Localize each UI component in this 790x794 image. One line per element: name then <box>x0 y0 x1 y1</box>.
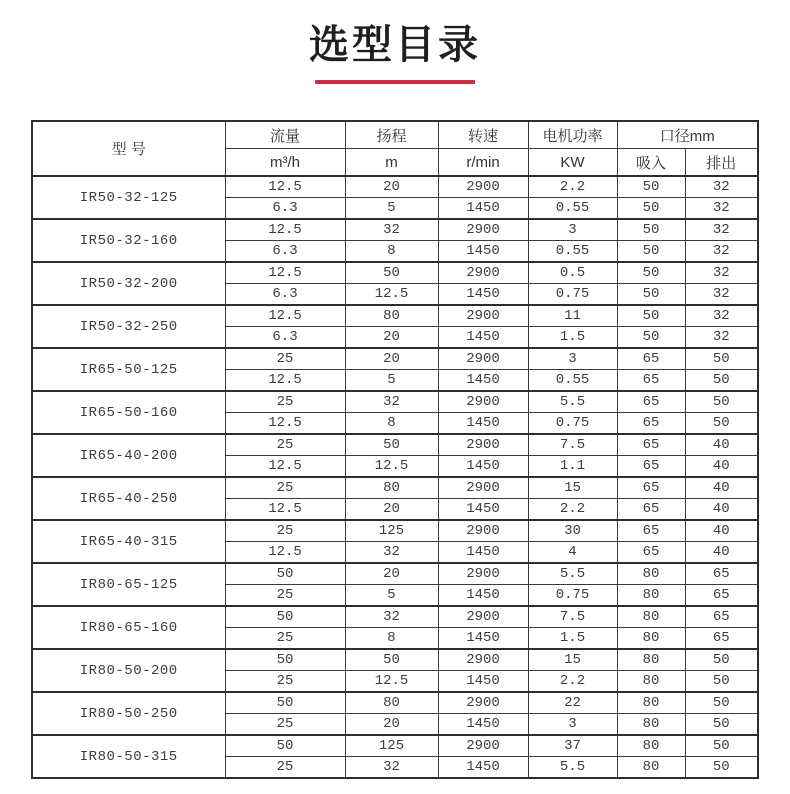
discharge-cell: 50 <box>685 735 758 757</box>
title-underline <box>315 80 475 84</box>
suction-cell: 50 <box>617 219 685 241</box>
discharge-cell: 40 <box>685 456 758 478</box>
column-header-discharge: 排出 <box>685 149 758 177</box>
head-cell: 32 <box>345 757 438 779</box>
head-cell: 20 <box>345 499 438 521</box>
spec-row <box>32 262 758 284</box>
suction-cell: 65 <box>617 348 685 370</box>
speed-cell: 1450 <box>438 370 528 392</box>
power-cell: 22 <box>528 692 617 714</box>
head-cell: 50 <box>345 434 438 456</box>
speed-cell: 2900 <box>438 520 528 542</box>
flow-cell: 12.5 <box>225 413 345 435</box>
speed-cell: 2900 <box>438 563 528 585</box>
head-cell: 12.5 <box>345 671 438 693</box>
discharge-cell: 65 <box>685 585 758 607</box>
speed-cell: 2900 <box>438 649 528 671</box>
table-header <box>32 121 758 176</box>
suction-cell: 80 <box>617 757 685 779</box>
model-cell: IR50-32-160 <box>32 219 225 262</box>
suction-cell: 80 <box>617 628 685 650</box>
suction-cell: 50 <box>617 198 685 220</box>
model-cell: IR80-50-315 <box>32 735 225 778</box>
spec-row <box>32 434 758 456</box>
discharge-cell: 32 <box>685 284 758 306</box>
suction-cell: 80 <box>617 649 685 671</box>
power-cell: 0.75 <box>528 413 617 435</box>
speed-cell: 2900 <box>438 262 528 284</box>
flow-cell: 25 <box>225 434 345 456</box>
suction-cell: 80 <box>617 735 685 757</box>
head-cell: 50 <box>345 649 438 671</box>
speed-cell: 2900 <box>438 606 528 628</box>
head-cell: 32 <box>345 391 438 413</box>
speed-cell: 1450 <box>438 327 528 349</box>
power-cell: 1.5 <box>528 628 617 650</box>
suction-cell: 80 <box>617 606 685 628</box>
speed-cell: 2900 <box>438 477 528 499</box>
suction-cell: 65 <box>617 370 685 392</box>
flow-cell: 25 <box>225 391 345 413</box>
discharge-cell: 40 <box>685 499 758 521</box>
pump-selection-table <box>31 120 759 779</box>
power-cell: 3 <box>528 219 617 241</box>
suction-cell: 65 <box>617 434 685 456</box>
speed-cell: 1450 <box>438 241 528 263</box>
column-header-head-unit: m <box>345 149 438 177</box>
power-cell: 7.5 <box>528 606 617 628</box>
power-cell: 15 <box>528 477 617 499</box>
flow-cell: 50 <box>225 735 345 757</box>
power-cell: 3 <box>528 714 617 736</box>
discharge-cell: 32 <box>685 176 758 198</box>
page-title: 选型目录 <box>309 23 481 67</box>
discharge-cell: 50 <box>685 391 758 413</box>
spec-row <box>32 348 758 370</box>
head-cell: 20 <box>345 563 438 585</box>
suction-cell: 80 <box>617 671 685 693</box>
power-cell: 37 <box>528 735 617 757</box>
power-cell: 7.5 <box>528 434 617 456</box>
head-cell: 20 <box>345 327 438 349</box>
head-cell: 8 <box>345 628 438 650</box>
speed-cell: 1450 <box>438 542 528 564</box>
head-cell: 8 <box>345 413 438 435</box>
discharge-cell: 50 <box>685 692 758 714</box>
head-cell: 5 <box>345 198 438 220</box>
model-cell: IR50-32-200 <box>32 262 225 305</box>
spec-row <box>32 176 758 198</box>
head-cell: 5 <box>345 585 438 607</box>
head-cell: 80 <box>345 692 438 714</box>
discharge-cell: 50 <box>685 348 758 370</box>
spec-row <box>32 735 758 757</box>
flow-cell: 50 <box>225 692 345 714</box>
power-cell: 15 <box>528 649 617 671</box>
head-cell: 32 <box>345 542 438 564</box>
power-cell: 1.1 <box>528 456 617 478</box>
speed-cell: 2900 <box>438 305 528 327</box>
power-cell: 2.2 <box>528 499 617 521</box>
spec-row <box>32 477 758 499</box>
power-cell: 0.55 <box>528 241 617 263</box>
table-body <box>32 176 758 778</box>
spec-row <box>32 649 758 671</box>
flow-cell: 6.3 <box>225 284 345 306</box>
discharge-cell: 32 <box>685 198 758 220</box>
model-cell: IR65-40-200 <box>32 434 225 477</box>
discharge-cell: 40 <box>685 542 758 564</box>
discharge-cell: 50 <box>685 714 758 736</box>
power-cell: 5.5 <box>528 391 617 413</box>
discharge-cell: 65 <box>685 563 758 585</box>
column-header-speed: 转速 <box>438 121 528 149</box>
model-cell: IR65-50-160 <box>32 391 225 434</box>
flow-cell: 25 <box>225 671 345 693</box>
model-cell: IR65-40-315 <box>32 520 225 563</box>
power-cell: 0.5 <box>528 262 617 284</box>
power-cell: 0.55 <box>528 198 617 220</box>
spec-row <box>32 391 758 413</box>
column-header-power: 电机功率 <box>528 121 617 149</box>
suction-cell: 80 <box>617 692 685 714</box>
suction-cell: 65 <box>617 542 685 564</box>
head-cell: 80 <box>345 477 438 499</box>
suction-cell: 65 <box>617 520 685 542</box>
flow-cell: 12.5 <box>225 542 345 564</box>
discharge-cell: 40 <box>685 520 758 542</box>
model-cell: IR50-32-125 <box>32 176 225 219</box>
spec-row <box>32 563 758 585</box>
spec-row <box>32 305 758 327</box>
discharge-cell: 65 <box>685 606 758 628</box>
suction-cell: 80 <box>617 585 685 607</box>
suction-cell: 50 <box>617 262 685 284</box>
flow-cell: 12.5 <box>225 262 345 284</box>
speed-cell: 2900 <box>438 176 528 198</box>
flow-cell: 25 <box>225 348 345 370</box>
discharge-cell: 40 <box>685 434 758 456</box>
discharge-cell: 32 <box>685 241 758 263</box>
spec-row <box>32 692 758 714</box>
flow-cell: 6.3 <box>225 198 345 220</box>
model-cell: IR65-50-125 <box>32 348 225 391</box>
header-row-labels <box>32 121 758 149</box>
model-cell: IR80-65-160 <box>32 606 225 649</box>
column-header-head: 扬程 <box>345 121 438 149</box>
power-cell: 2.2 <box>528 176 617 198</box>
power-cell: 5.5 <box>528 563 617 585</box>
speed-cell: 1450 <box>438 714 528 736</box>
speed-cell: 1450 <box>438 413 528 435</box>
discharge-cell: 50 <box>685 757 758 779</box>
power-cell: 4 <box>528 542 617 564</box>
speed-cell: 1450 <box>438 456 528 478</box>
speed-cell: 2900 <box>438 348 528 370</box>
speed-cell: 1450 <box>438 284 528 306</box>
speed-cell: 2900 <box>438 391 528 413</box>
discharge-cell: 32 <box>685 305 758 327</box>
column-header-model: 型 号 <box>32 121 225 176</box>
speed-cell: 1450 <box>438 757 528 779</box>
suction-cell: 50 <box>617 327 685 349</box>
flow-cell: 12.5 <box>225 499 345 521</box>
head-cell: 125 <box>345 520 438 542</box>
model-cell: IR80-50-250 <box>32 692 225 735</box>
model-cell: IR50-32-250 <box>32 305 225 348</box>
flow-cell: 12.5 <box>225 305 345 327</box>
model-cell: IR80-65-125 <box>32 563 225 606</box>
power-cell: 30 <box>528 520 617 542</box>
model-cell: IR65-40-250 <box>32 477 225 520</box>
flow-cell: 50 <box>225 563 345 585</box>
flow-cell: 25 <box>225 757 345 779</box>
speed-cell: 2900 <box>438 692 528 714</box>
column-header-suction: 吸入 <box>617 149 685 177</box>
head-cell: 32 <box>345 219 438 241</box>
power-cell: 1.5 <box>528 327 617 349</box>
column-header-speed-unit: r/min <box>438 149 528 177</box>
column-header-diameter: 口径mm <box>617 121 758 149</box>
flow-cell: 6.3 <box>225 241 345 263</box>
flow-cell: 50 <box>225 649 345 671</box>
speed-cell: 2900 <box>438 434 528 456</box>
speed-cell: 1450 <box>438 628 528 650</box>
column-header-flow: 流量 <box>225 121 345 149</box>
column-header-power-unit: KW <box>528 149 617 177</box>
power-cell: 0.55 <box>528 370 617 392</box>
flow-cell: 50 <box>225 606 345 628</box>
head-cell: 32 <box>345 606 438 628</box>
head-cell: 12.5 <box>345 456 438 478</box>
flow-cell: 25 <box>225 585 345 607</box>
spec-row <box>32 520 758 542</box>
suction-cell: 50 <box>617 284 685 306</box>
speed-cell: 2900 <box>438 735 528 757</box>
power-cell: 11 <box>528 305 617 327</box>
suction-cell: 65 <box>617 413 685 435</box>
speed-cell: 1450 <box>438 499 528 521</box>
head-cell: 80 <box>345 305 438 327</box>
suction-cell: 65 <box>617 391 685 413</box>
discharge-cell: 65 <box>685 628 758 650</box>
flow-cell: 6.3 <box>225 327 345 349</box>
suction-cell: 80 <box>617 714 685 736</box>
column-header-flow-unit: m³/h <box>225 149 345 177</box>
power-cell: 0.75 <box>528 284 617 306</box>
discharge-cell: 50 <box>685 671 758 693</box>
speed-cell: 1450 <box>438 585 528 607</box>
head-cell: 20 <box>345 176 438 198</box>
speed-cell: 1450 <box>438 198 528 220</box>
flow-cell: 25 <box>225 520 345 542</box>
suction-cell: 50 <box>617 305 685 327</box>
head-cell: 20 <box>345 348 438 370</box>
head-cell: 12.5 <box>345 284 438 306</box>
head-cell: 50 <box>345 262 438 284</box>
flow-cell: 25 <box>225 628 345 650</box>
suction-cell: 80 <box>617 563 685 585</box>
discharge-cell: 32 <box>685 327 758 349</box>
flow-cell: 25 <box>225 714 345 736</box>
flow-cell: 12.5 <box>225 219 345 241</box>
suction-cell: 50 <box>617 176 685 198</box>
power-cell: 0.75 <box>528 585 617 607</box>
power-cell: 3 <box>528 348 617 370</box>
spec-row <box>32 606 758 628</box>
discharge-cell: 50 <box>685 649 758 671</box>
model-cell: IR80-50-200 <box>32 649 225 692</box>
discharge-cell: 50 <box>685 370 758 392</box>
power-cell: 5.5 <box>528 757 617 779</box>
suction-cell: 50 <box>617 241 685 263</box>
discharge-cell: 32 <box>685 262 758 284</box>
suction-cell: 65 <box>617 499 685 521</box>
discharge-cell: 50 <box>685 413 758 435</box>
flow-cell: 12.5 <box>225 176 345 198</box>
suction-cell: 65 <box>617 456 685 478</box>
speed-cell: 1450 <box>438 671 528 693</box>
flow-cell: 12.5 <box>225 370 345 392</box>
head-cell: 20 <box>345 714 438 736</box>
head-cell: 125 <box>345 735 438 757</box>
discharge-cell: 32 <box>685 219 758 241</box>
flow-cell: 12.5 <box>225 456 345 478</box>
spec-row <box>32 219 758 241</box>
power-cell: 2.2 <box>528 671 617 693</box>
head-cell: 5 <box>345 370 438 392</box>
suction-cell: 65 <box>617 477 685 499</box>
speed-cell: 2900 <box>438 219 528 241</box>
head-cell: 8 <box>345 241 438 263</box>
discharge-cell: 40 <box>685 477 758 499</box>
flow-cell: 25 <box>225 477 345 499</box>
